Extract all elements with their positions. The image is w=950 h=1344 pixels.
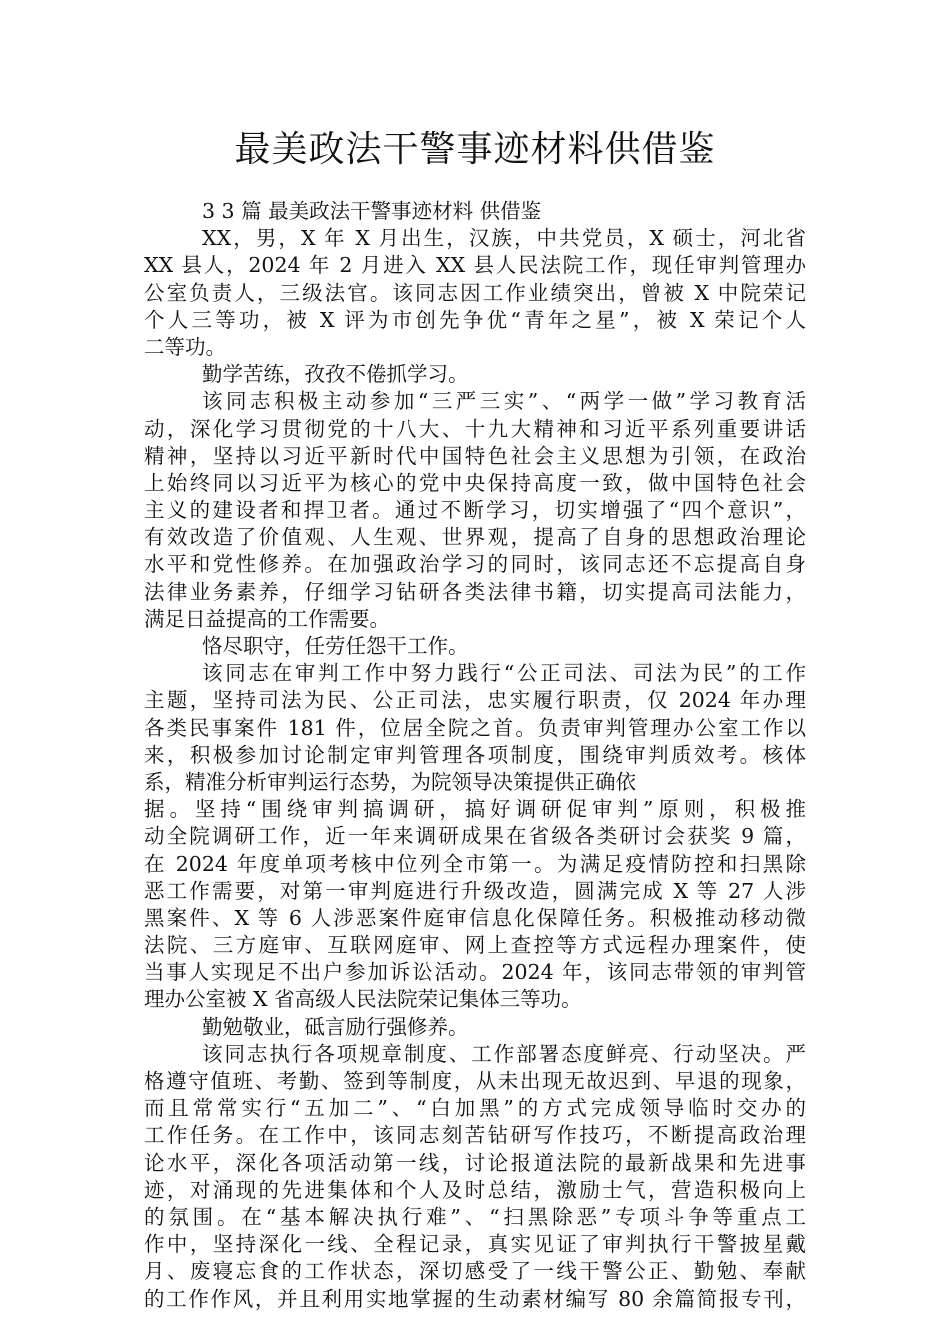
paragraph-line: 有效改造了价值观、人生观、世界观，提高了自身的思想政治理论 [144, 525, 806, 550]
paragraph-line: 个人三等功，被 X 评为市创先争优“青年之星”，被 X 荣记个人 [144, 307, 806, 332]
paragraph-line: 格遵守值班、考勤、签到等制度，从未出现无故迟到、早退的现象， [144, 1069, 806, 1093]
paragraph-line: 公室负责人，三级法官。该同志因工作业绩突出，曾被 X 中院荣记 [144, 280, 806, 305]
paragraph-line: XX 县人，2024 年 2 月进入 XX 县人民法院工作，现任审判管理办 [144, 253, 806, 278]
paragraph-line: 系，精准分析审判运行态势，为院领导决策提供正确依 [144, 769, 636, 794]
paragraph-line: 勤勉敬业，砥言励行强修养。 [202, 1014, 469, 1039]
paragraph-line: 法院、三方庭审、互联网庭审、网上查控等方式远程办理案件，使 [144, 933, 806, 958]
paragraph-line: 主义的建设者和捍卫者。通过不断学习，切实增强了“四个意识”， [144, 498, 806, 523]
paragraph-line: 在 2024 年度单项考核中位列全市第一。为满足疫情防控和扫黑除 [144, 851, 806, 876]
paragraph-line: 动，深化学习贯彻党的十八大、十九大精神和习近平系列重要讲话 [144, 416, 806, 441]
paragraph-line: 精神，坚持以习近平新时代中国特色社会主义思想为引领，在政治 [144, 443, 806, 468]
paragraph-line: 而且常常实行“五加二”、“白加黑”的方式完成领导临时交办的 [144, 1096, 806, 1121]
document-title: 最美政法干警事迹材料供借鉴 [234, 129, 716, 170]
paragraph-line: 水平和党性修养。在加强政治学习的同时，该同志还不忘提高自身 [144, 552, 806, 577]
paragraph-line: 作中，坚持深化一线、全程记录，真实见证了审判执行干警披星戴 [144, 1232, 806, 1257]
paragraph-line: 月、废寝忘食的工作状态，深切感受了一线干警公正、勤勉、奉献 [144, 1259, 806, 1284]
paragraph-line: 该同志在审判工作中努力践行“公正司法、司法为民”的工作 [202, 661, 806, 686]
paragraph-line: 据。坚持“围绕审判搞调研，搞好调研促审判”原则，积极推 [144, 797, 806, 822]
paragraph-line: 主题，坚持司法为民、公正司法，忠实履行职责，仅 2024 年办理 [144, 688, 806, 713]
paragraph-line: 理办公室被 X 省高级人民法院荣记集体三等功。 [144, 987, 582, 1012]
document-body [144, 198, 806, 1313]
paragraph-line: 法律业务素养，仔细学习钻研各类法律书籍，切实提高司法能力， [144, 579, 806, 604]
paragraph-line: 论水平，深化各项活动第一线，讨论报道法院的最新战果和先进事 [144, 1150, 806, 1175]
paragraph-line: 各类民事案件 181 件，位居全院之首。负责审判管理办公室工作以 [144, 715, 806, 740]
paragraph-line: 该同志执行各项规章制度、工作部署态度鲜亮、行动坚决。严 [202, 1041, 806, 1066]
paragraph-line: 该同志积极主动参加“三严三实”、“两学一做”学习教育活 [202, 389, 806, 414]
paragraph-line: 工作任务。在工作中，该同志刻苦钻研写作技巧，不断提高政治理 [144, 1123, 806, 1148]
paragraph-line: 3 3 篇 最美政法干警事迹材料 供借鉴 [202, 199, 542, 223]
paragraph-line: 的工作作风，并且利用实地掌握的生动素材编写 80 余篇简报专刊， [144, 1286, 806, 1311]
paragraph-line: 恶工作需要，对第一审判庭进行升级改造，圆满完成 X 等 27 人涉 [144, 878, 806, 903]
paragraph-line: 的氛围。在“基本解决执行难”、“扫黑除恶”专项斗争等重点工 [144, 1204, 806, 1229]
paragraph-line: 动全院调研工作，近一年来调研成果在省级各类研讨会获奖 9 篇， [144, 824, 806, 849]
paragraph-line: 黑案件、X 等 6 人涉恶案件庭审信息化保障任务。积极推动移动微 [144, 905, 806, 930]
paragraph-line: 二等功。 [144, 334, 226, 359]
paragraph-line: 上始终同以习近平为核心的党中央保持高度一致，做中国特色社会 [144, 470, 806, 495]
paragraph-line: 迹，对涌现的先进集体和个人及时总结，激励士气，营造积极向上 [144, 1177, 806, 1202]
paragraph-line: 满足日益提高的工作需要。 [144, 606, 390, 631]
paragraph-line: 恪尽职守，任劳任怨干工作。 [202, 634, 469, 658]
paragraph-line: 当事人实现足不出户参加诉讼活动。2024 年，该同志带领的审判管 [144, 960, 806, 985]
paragraph-line: 来，积极参加讨论制定审判管理各项制度，围绕审判质效考。核体 [144, 742, 806, 767]
paragraph-line: XX，男，X 年 X 月出生，汉族，中共党员，X 硕士，河北省 [202, 226, 806, 251]
paragraph-line: 勤学苦练，孜孜不倦抓学习。 [202, 362, 469, 387]
